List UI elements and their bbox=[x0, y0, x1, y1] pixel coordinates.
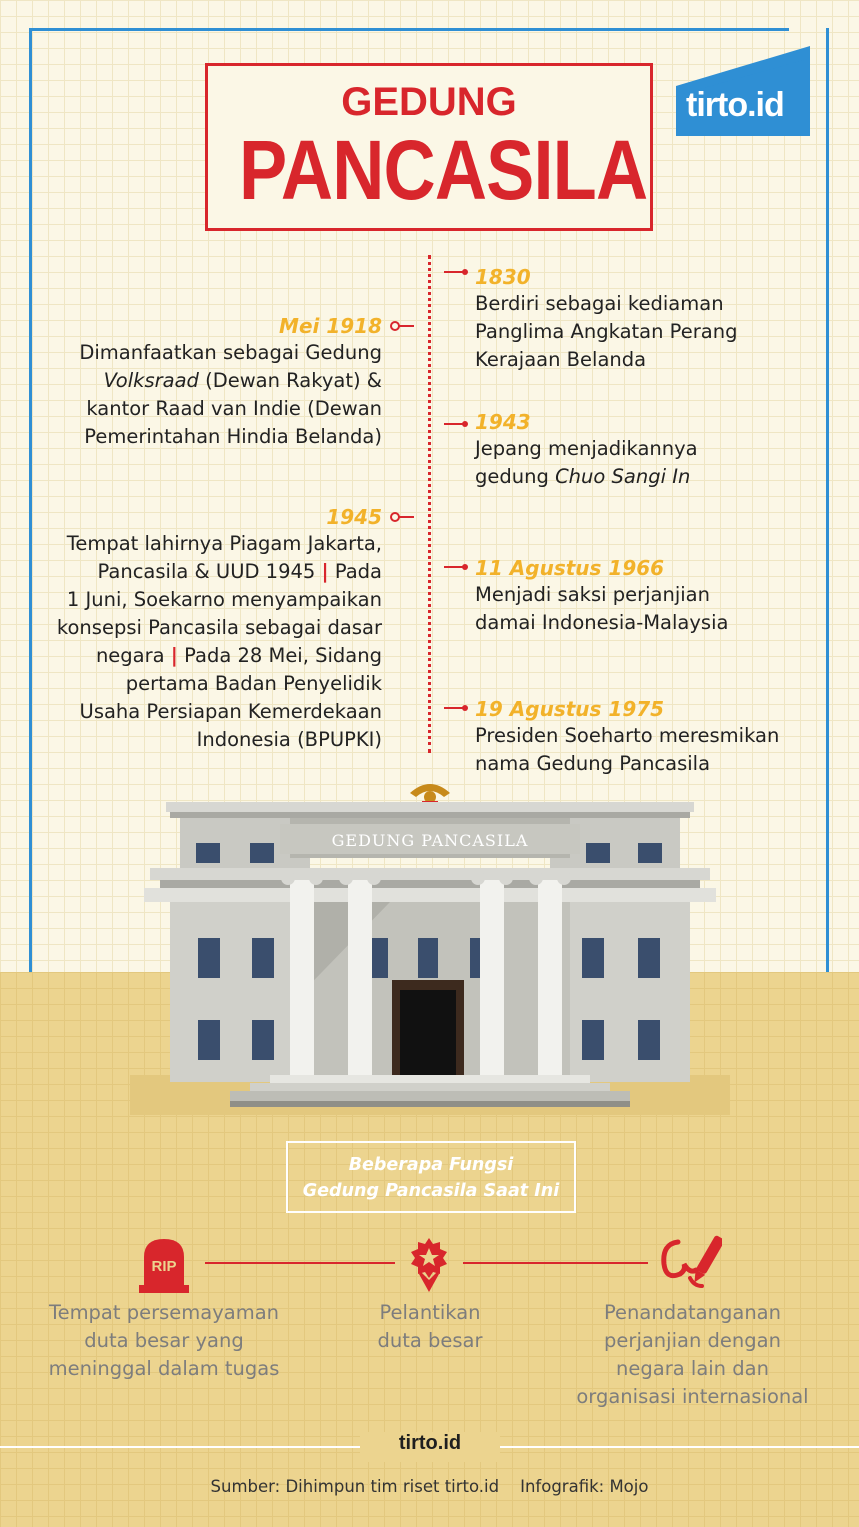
footer-rule-left bbox=[0, 1446, 360, 1448]
gedung-pancasila-illustration bbox=[130, 775, 730, 1115]
event-description: Berdiri sebagai kediaman Panglima Angkatan Perang Kerajaan Belanda bbox=[475, 292, 738, 371]
svg-text:RIP: RIP bbox=[151, 1258, 177, 1275]
timeline-event-1966 bbox=[475, 555, 815, 637]
event-description: Presiden Soeharto meresmikan nama Gedung Pancasila bbox=[475, 724, 780, 775]
title-line-2: PANCASILA bbox=[238, 123, 648, 217]
title-line-1: GEDUNG bbox=[341, 80, 517, 124]
connector-dot-1945 bbox=[390, 511, 414, 523]
timeline-event-1945 bbox=[40, 504, 382, 754]
event-year: 1830 bbox=[475, 265, 531, 289]
title-box bbox=[205, 63, 653, 231]
event-year: 1943 bbox=[475, 410, 531, 434]
event-year: 1945 bbox=[326, 505, 382, 529]
timeline-event-1975 bbox=[475, 696, 815, 778]
event-description: Tempat lahirnya Piagam Jakarta, Pancasila & UUD 1945 | Pada 1 Juni, Soekarno menyampaikan konsepsi Pancasila sebagai dasar negara | Pada 28 Mei, Sidang pertama Badan Penyelidik Usaha Persiapan Kemerdekaan Indonesia (BPUPKI) bbox=[56, 532, 382, 751]
connector-arrow-1943 bbox=[444, 418, 470, 430]
frame-left-line bbox=[29, 28, 32, 972]
function-connector-line bbox=[463, 1262, 648, 1264]
event-year: Mei 1918 bbox=[279, 314, 382, 338]
building-sign-text: GEDUNG PANCASILA bbox=[331, 831, 529, 850]
functions-heading-line-1: Beberapa Fungsi bbox=[348, 1155, 514, 1175]
function-text-persemayaman: Tempat persemayaman duta besar yang meninggal dalam tugas bbox=[48, 1301, 280, 1380]
timeline-line bbox=[428, 255, 431, 753]
event-description: Jepang menjadikannya gedung Chuo Sangi In bbox=[475, 437, 698, 488]
frame-top-line bbox=[29, 28, 789, 31]
timeline-event-1943 bbox=[475, 409, 815, 491]
event-description: Dimanfaatkan sebagai Gedung Volksraad (Dewan Rakyat) & kantor Raad van Indie (Dewan Pemerintahan Hindia Belanda) bbox=[79, 341, 382, 448]
event-year: 11 Agustus 1966 bbox=[475, 556, 665, 580]
footer-tirto-logo: tirto.id bbox=[360, 1432, 500, 1462]
function-text-penandatanganan: Penandatanganan perjanjian dengan negara lain dan organisasi internasional bbox=[576, 1301, 809, 1408]
frame-right-line bbox=[826, 28, 829, 972]
connector-arrow-1966 bbox=[444, 561, 470, 573]
functions-heading-box bbox=[286, 1141, 576, 1213]
event-year: 19 Agustus 1975 bbox=[475, 697, 665, 721]
timeline-event-mei-1918 bbox=[60, 313, 382, 451]
signature-pen-icon bbox=[660, 1234, 722, 1292]
functions-heading-line-2: Gedung Pancasila Saat Ini bbox=[302, 1181, 560, 1201]
connector-dot-mei-1918 bbox=[390, 320, 414, 332]
rip-icon bbox=[139, 1237, 189, 1293]
timeline-event-1830 bbox=[475, 264, 815, 374]
source-credit: Sumber: Dihimpun tim riset tirto.id Infografik: Mojo bbox=[210, 1477, 649, 1496]
footer-rule-right bbox=[500, 1446, 859, 1448]
tirto-logo-text: tirto.id bbox=[686, 86, 784, 124]
medal-icon bbox=[407, 1236, 451, 1292]
connector-arrow-1975 bbox=[444, 702, 470, 714]
connector-arrow-1830 bbox=[444, 266, 470, 278]
function-connector-line bbox=[205, 1262, 395, 1264]
function-text-pelantikan: Pelantikan duta besar bbox=[377, 1301, 483, 1352]
event-description: Menjadi saksi perjanjian damai Indonesia-Malaysia bbox=[475, 583, 729, 634]
